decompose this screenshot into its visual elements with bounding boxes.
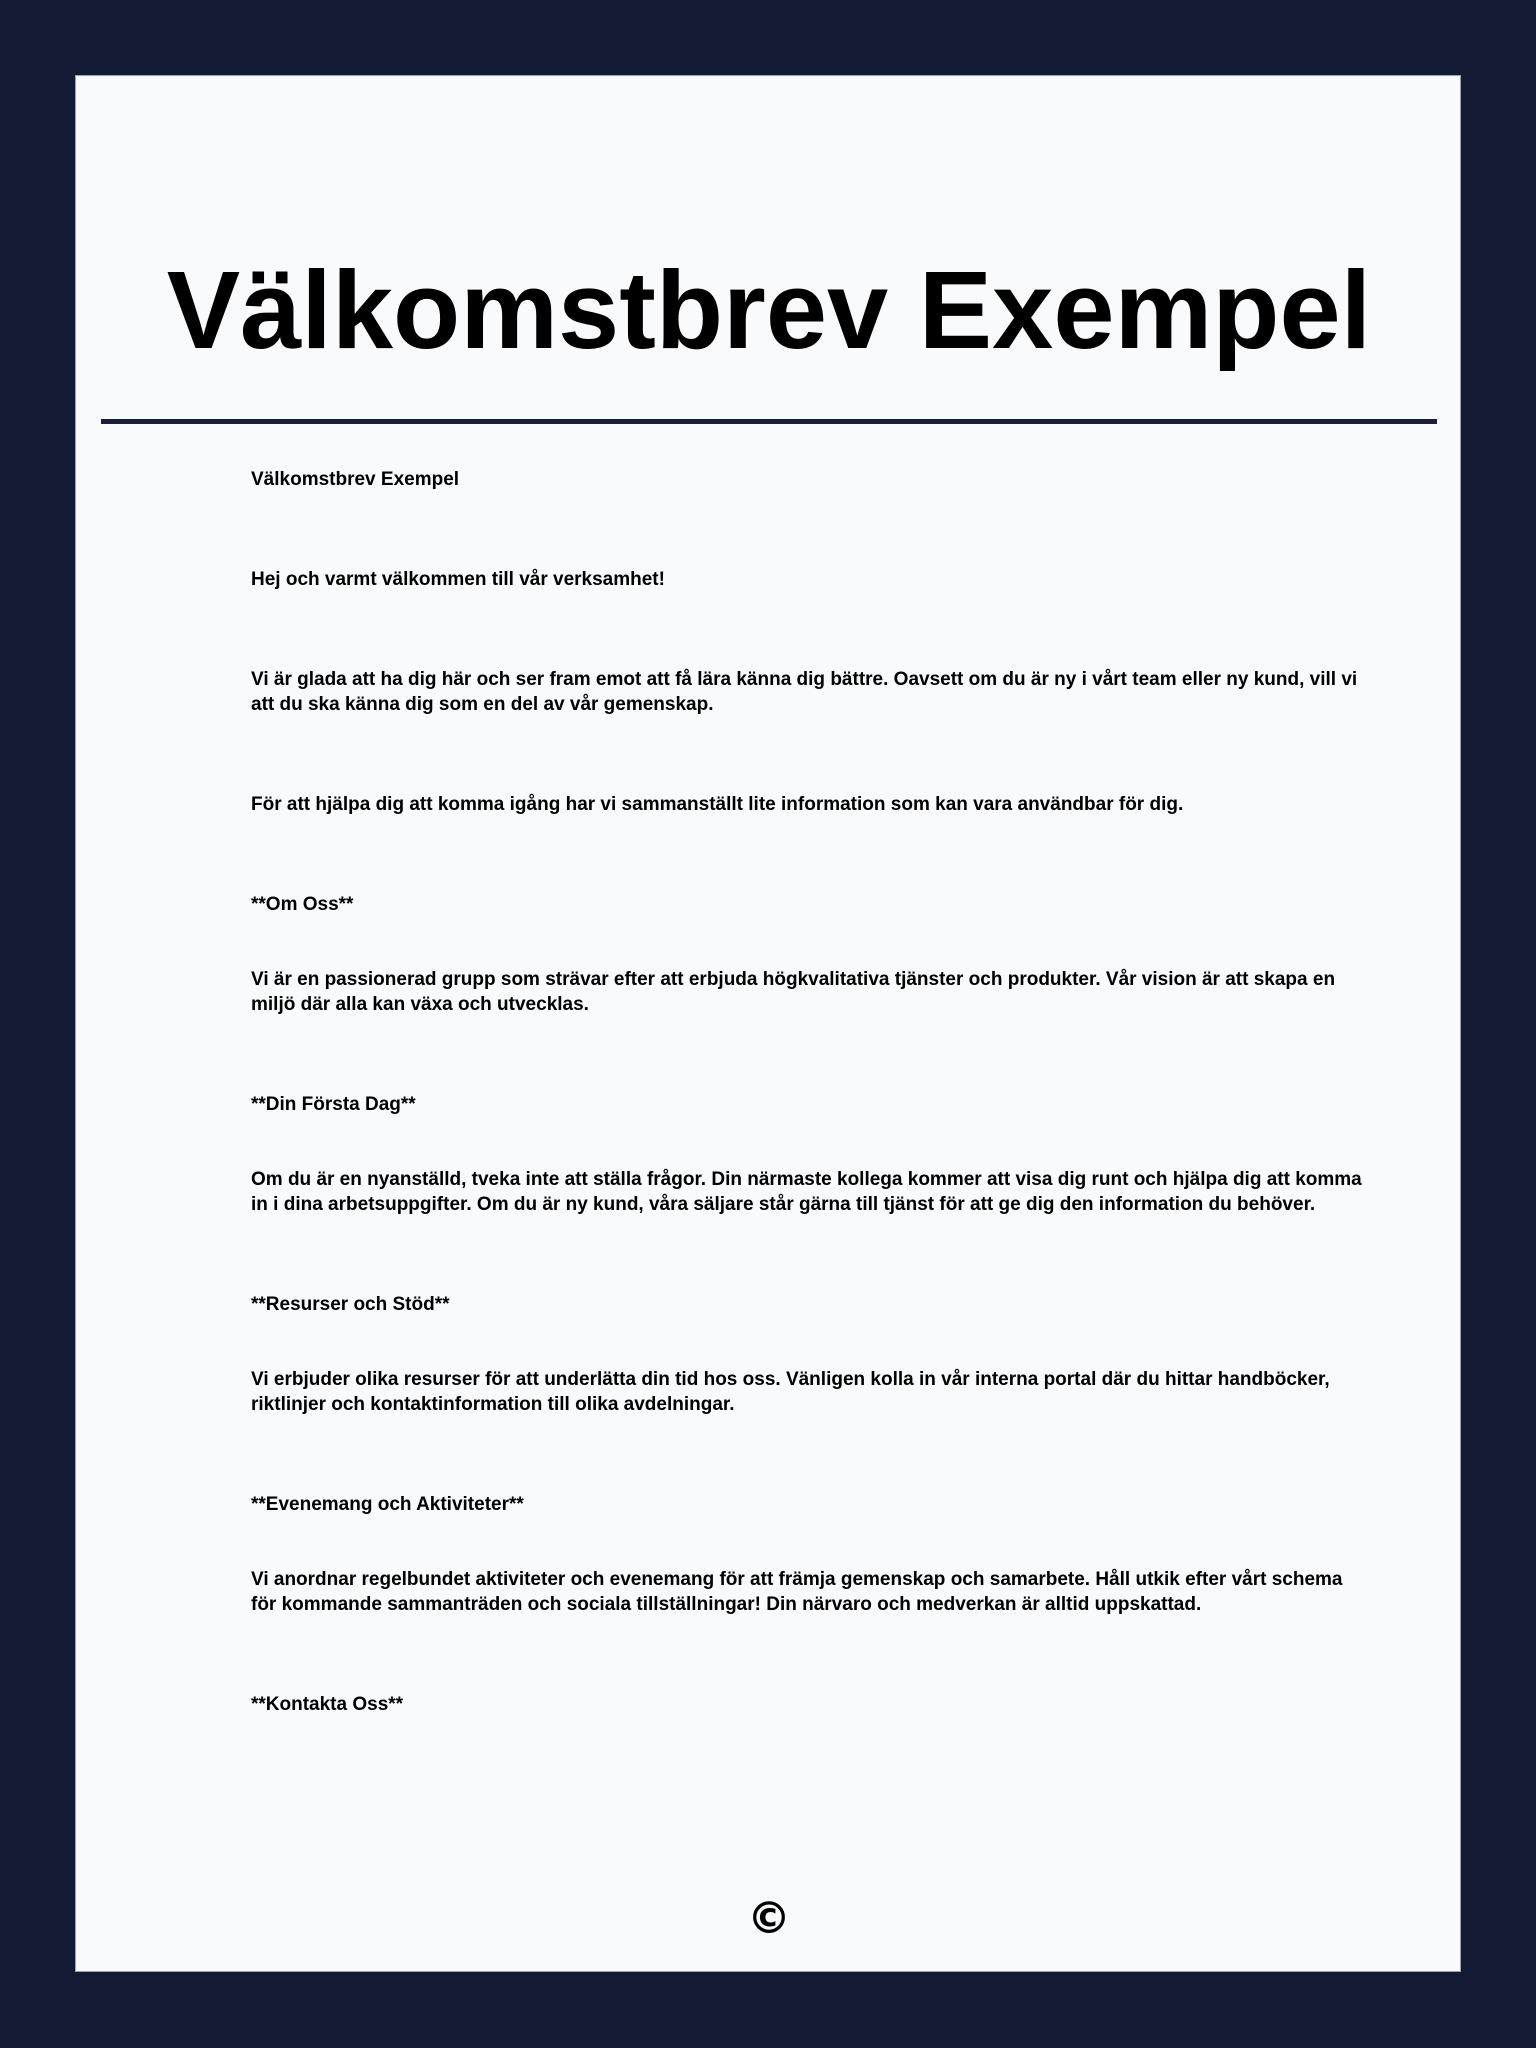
info-paragraph: För att hjälpa dig att komma igång har vi sammanställt lite information som kan vara användbar för dig.: [251, 794, 1184, 815]
section-heading-resurser: **Resurser och Stöd**: [251, 1294, 450, 1315]
forsta-dag-paragraph: Om du är en nyanställd, tveka inte att ställa frågor. Din närmaste kollega kommer att visa dig runt och hjälpa dig att komma in i dina arbetsuppgifter. Om du är ny kund, våra säljare står gärna till tjänst för att ge dig den information du behöver.: [251, 1169, 1362, 1215]
letter-body: [251, 467, 1366, 1767]
intro-paragraph: Vi är glada att ha dig här och ser fram emot att få lära känna dig bättre. Oavsett om du är ny i vårt team eller ny kund, vill vi att du ska känna dig som en del av vår gemenskap.: [251, 669, 1358, 715]
greeting-paragraph: Hej och varmt välkommen till vår verksamhet!: [251, 569, 665, 590]
title-divider: [101, 419, 1437, 424]
section-heading-om-oss: **Om Oss**: [251, 894, 354, 915]
section-heading-evenemang: **Evenemang och Aktiviteter**: [251, 1494, 524, 1515]
resurser-paragraph: Vi erbjuder olika resurser för att underlätta din tid hos oss. Vänligen kolla in vår interna portal där du hittar handböcker, riktlinjer och kontaktinformation till olika avdelningar.: [251, 1369, 1330, 1415]
letter-heading: Välkomstbrev Exempel: [251, 469, 460, 490]
page-title: Välkomstbrev Exempel: [166, 249, 1372, 372]
section-heading-forsta-dag: **Din Första Dag**: [251, 1094, 416, 1115]
om-oss-paragraph: Vi är en passionerad grupp som strävar efter att erbjuda högkvalitativa tjänster och produkter. Vår vision är att skapa en miljö där alla kan växa och utvecklas.: [251, 969, 1336, 1015]
evenemang-paragraph: Vi anordnar regelbundet aktiviteter och evenemang för att främja gemenskap och samarbete. Håll utkik efter vårt schema för kommande sammanträden och sociala tillställningar! Din närvaro och medverkan är alltid uppskattad.: [251, 1569, 1343, 1615]
copyright-icon: ©: [747, 1893, 791, 1944]
document-page: [75, 75, 1461, 1972]
section-heading-kontakta: **Kontakta Oss**: [251, 1694, 404, 1715]
